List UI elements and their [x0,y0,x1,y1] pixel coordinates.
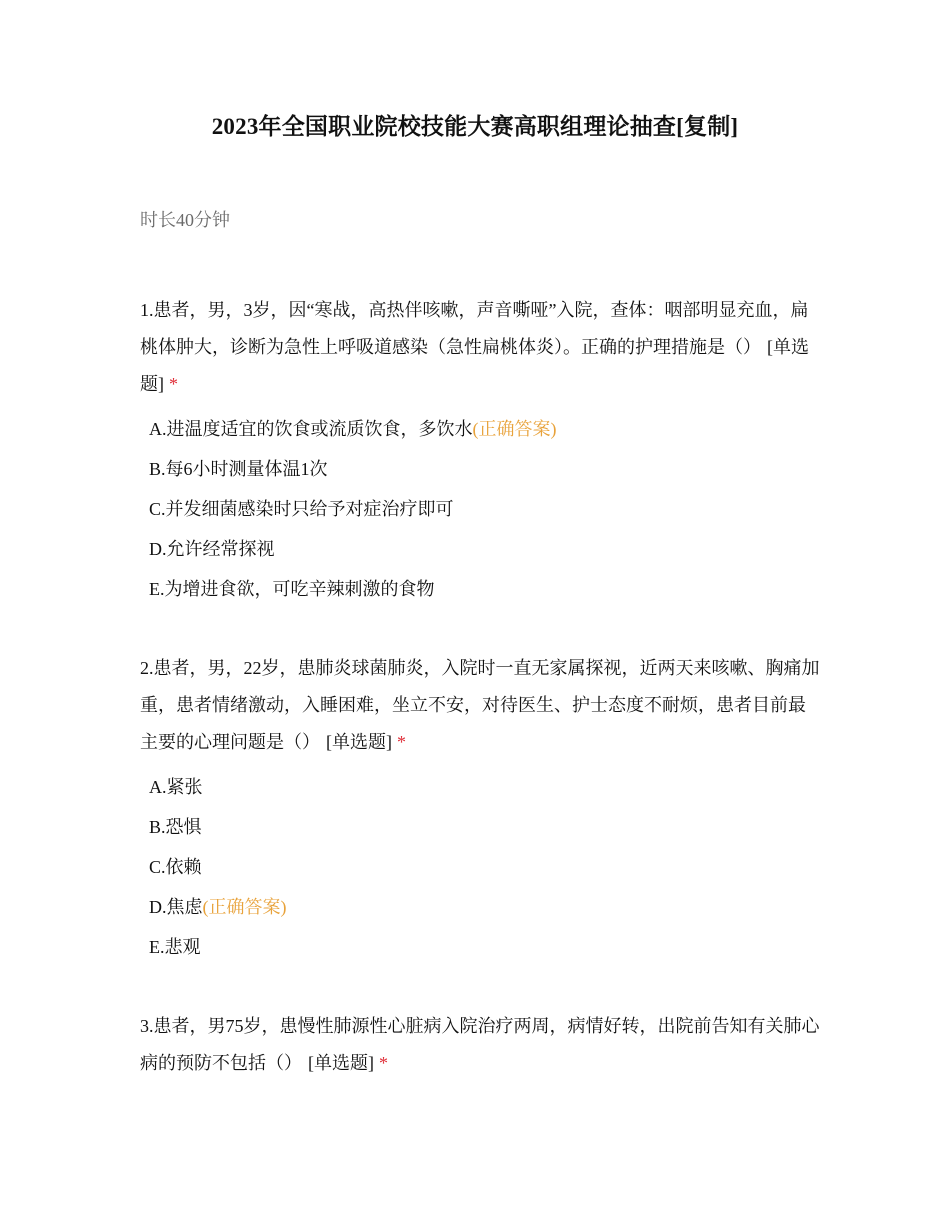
question-1 [140,292,820,609]
option-label: B.恐惧 [149,817,202,837]
page-title: 2023年全国职业院校技能大赛高职组理论抽查[复制] [211,114,739,139]
option-e[interactable] [140,569,820,609]
option-label: C.依赖 [149,857,202,877]
option-label: D.焦虑 [149,897,203,917]
option-label: D.允许经常探视 [149,539,275,559]
options-list [140,409,820,609]
question-3 [140,1008,820,1082]
question-2 [140,650,820,967]
question-text [140,292,820,403]
option-a[interactable] [140,767,820,807]
option-label: A.进温度适宜的饮食或流质饮食，多饮水 [149,419,473,439]
option-c[interactable] [140,489,820,529]
option-label: B.每6小时测量体温1次 [149,459,328,479]
question-type: [单选题] [140,337,809,394]
option-label: E.为增进食欲，可吃辛辣刺激的食物 [149,579,435,599]
options-list [140,767,820,967]
option-a[interactable] [140,409,820,449]
question-stem: 3.患者，男75岁，患慢性肺源性心脏病入院治疗两周，病情好转，出院前告知有关肺心病的预防不包括（） [140,1016,820,1073]
question-text [140,650,820,761]
required-mark: * [169,374,178,394]
required-mark: * [397,732,406,752]
option-d[interactable] [140,887,820,927]
question-stem: 1.患者，男，3岁，因“寒战，高热伴咳嗽，声音嘶哑”入院，查体：咽部明显充血，扁桃体肿大，诊断为急性上呼吸道感染（急性扁桃体炎）。正确的护理措施是（） [140,300,809,357]
option-label: A.紧张 [149,777,203,797]
question-stem: 2.患者，男，22岁，患肺炎球菌肺炎，入院时一直无家属探视，近两天来咳嗽、胸痛加重，患者情绪激动，入睡困难，坐立不安，对待医生、护士态度不耐烦，患者目前最主要的心理问题是（） [140,658,820,752]
correct-answer-note: (正确答案) [472,419,557,439]
question-type: [单选题] [308,1053,374,1073]
option-b[interactable] [140,449,820,489]
required-mark: * [379,1053,388,1073]
option-d[interactable] [140,529,820,569]
question-type: [单选题] [326,732,392,752]
option-c[interactable] [140,847,820,887]
option-label: E.悲观 [149,937,201,957]
option-b[interactable] [140,807,820,847]
option-label: C.并发细菌感染时只给予对症治疗即可 [149,499,454,519]
option-e[interactable] [140,927,820,967]
question-text [140,1008,820,1082]
duration-label: 时长40分钟 [140,210,230,230]
correct-answer-note: (正确答案) [202,897,287,917]
